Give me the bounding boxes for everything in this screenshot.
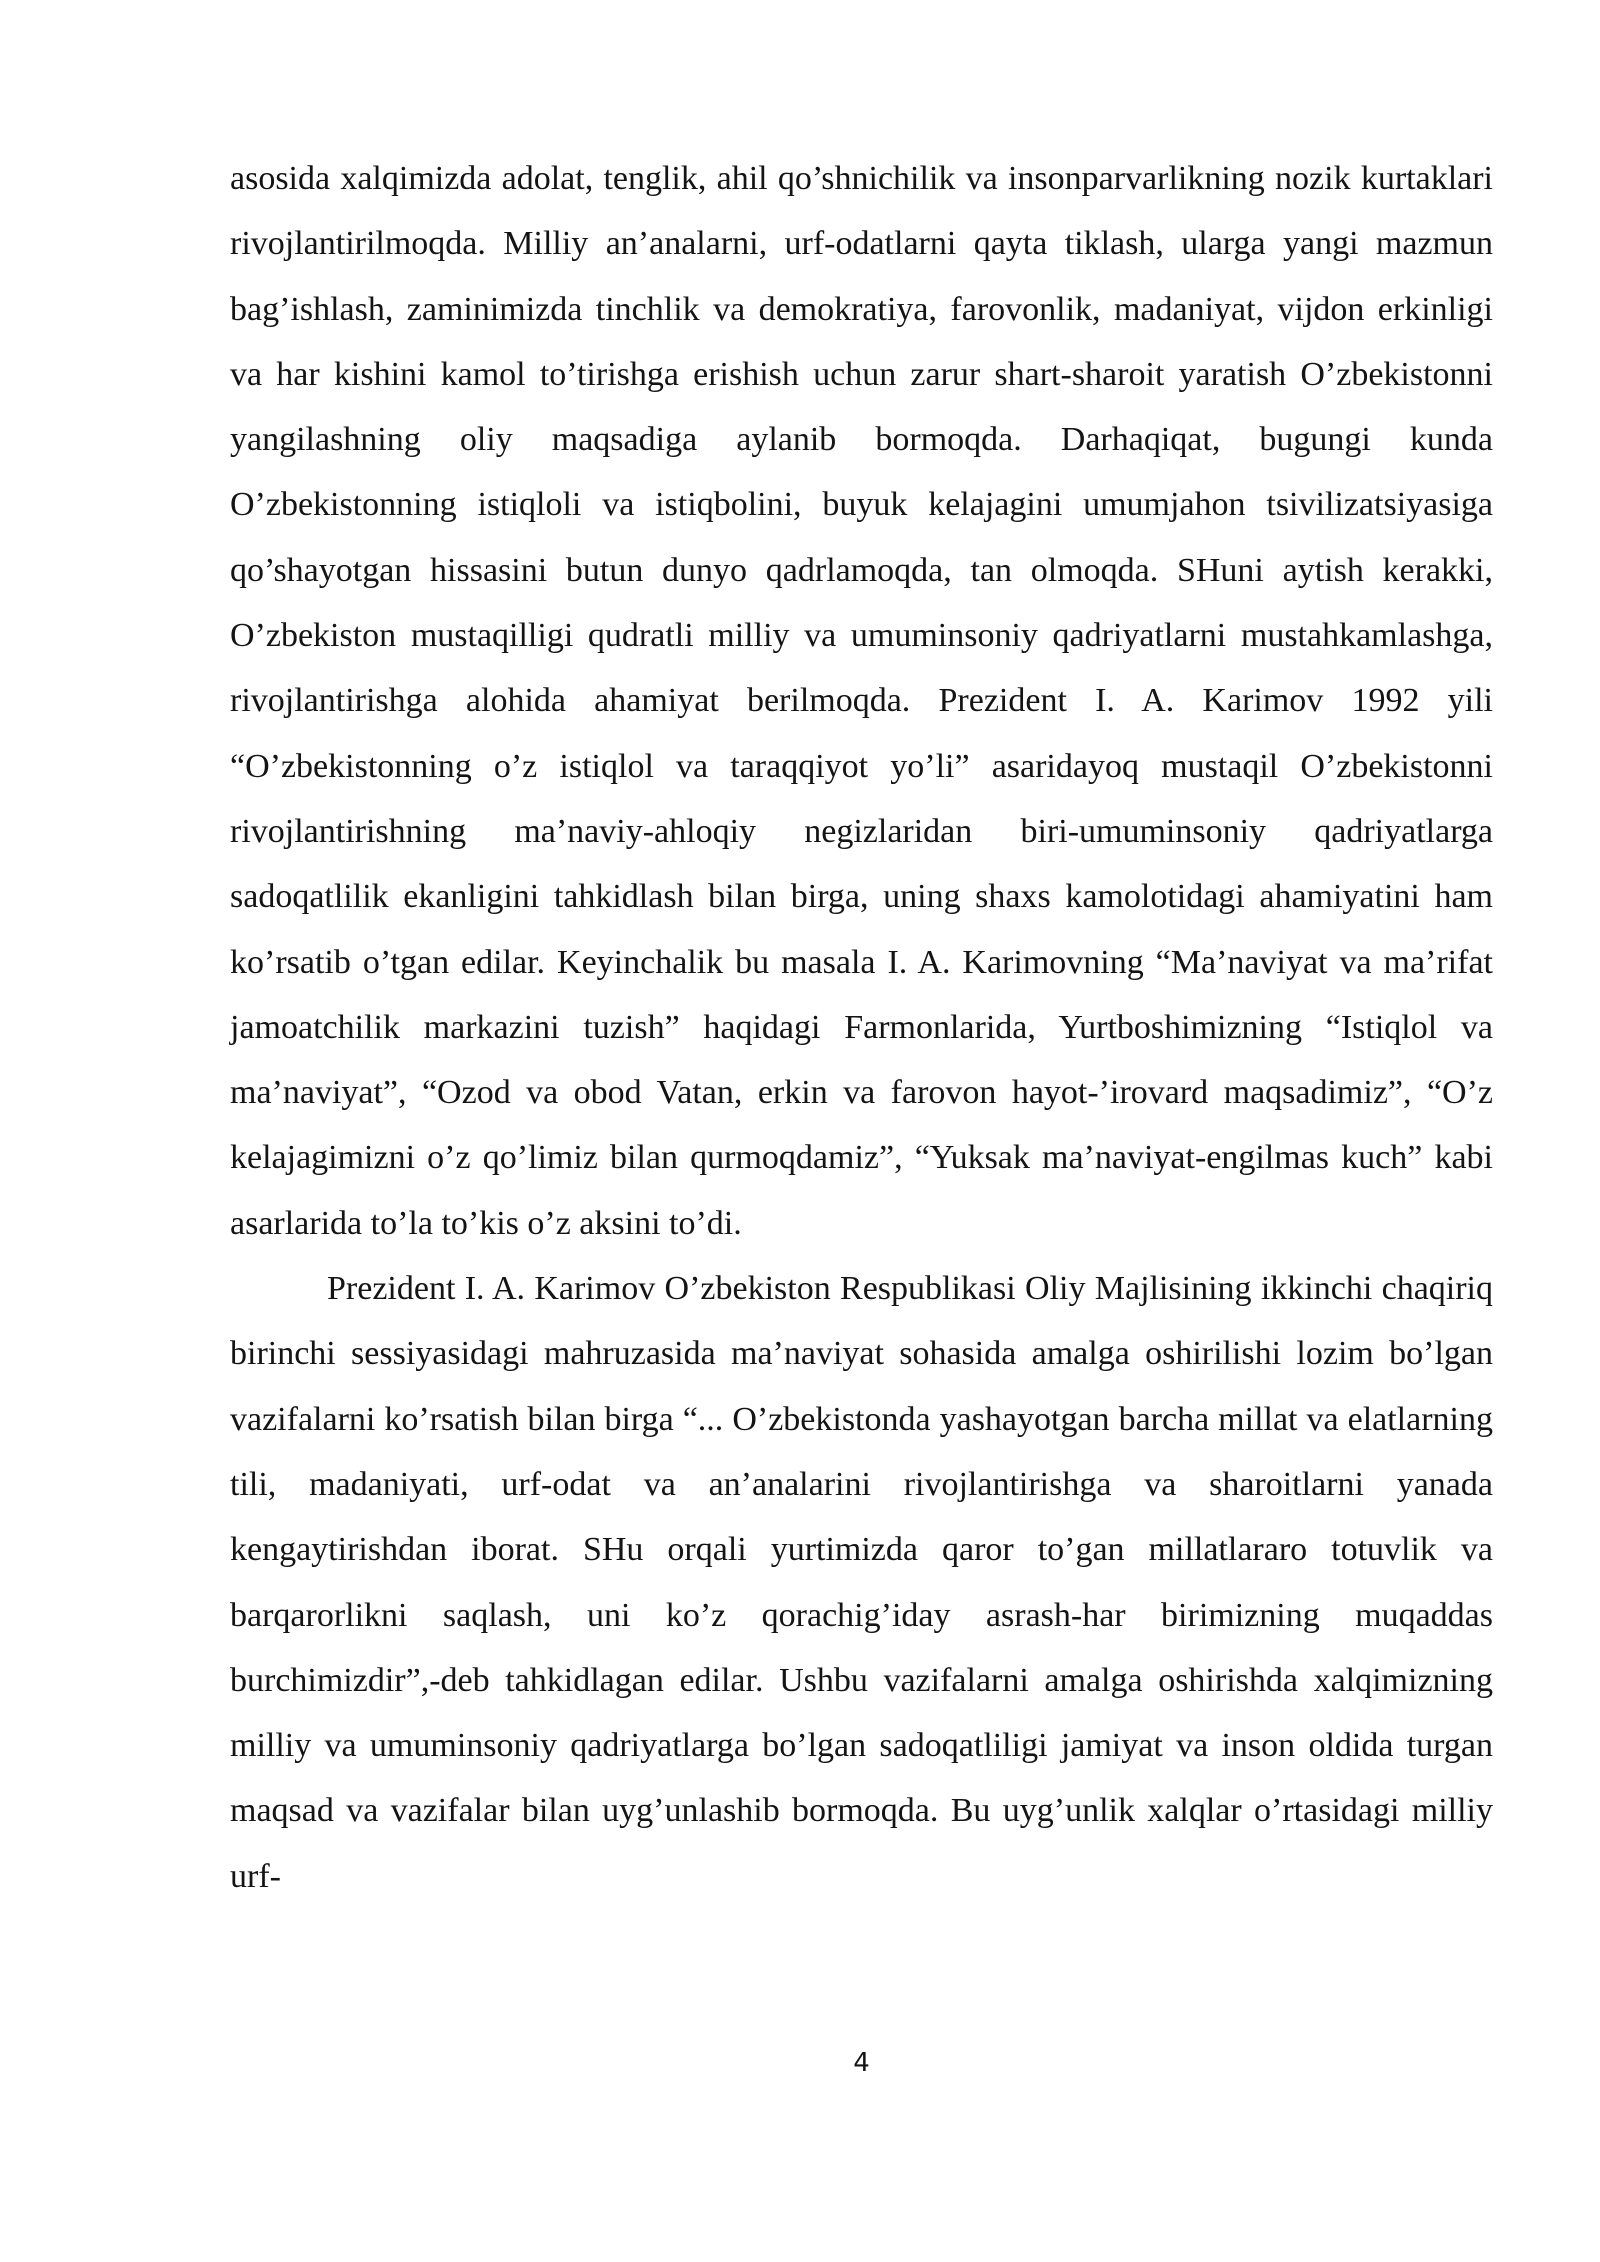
- paragraph-1: asosida xalqimizda adolat, tenglik, ahil qo’shnichilik va insonparvarlikning nozik kurtaklari rivojlantirilmoqda. Milliy an’analarni, urf-odatlarni qayta tiklash, ularga yangi mazmun bag’ishlash, zaminimizda tinchlik va demokratiya, farovonlik, madaniyat, vijdon erkinligi va har kishini kamol to’tirishga erishish uchun zarur shart-sharoit yaratish O’zbekistonni yangilashning oliy maqsadiga aylanib bormoqda. Darhaqiqat, bugungi kunda O’zbekistonning istiqloli va istiqbolini, buyuk kelajagini umumjahon tsivilizatsiyasiga qo’shayotgan hissasini butun dunyo qadrlamoqda, tan olmoqda. SHuni aytish kerakki, O’zbekiston mustaqilligi qudratli milliy va umuminsoniy qadriyatlarni mustahkamlashga, rivojlantirishga alohida ahamiyat berilmoqda. Prezident I. A. Karimov 1992 yili “O’zbekistonning o’z istiqlol va taraqqiyot yo’li” asaridayoq mustaqil O’zbekistonni rivojlantirishning ma’naviy-ahloqiy negizlaridan biri-umuminsoniy qadriyatlarga sadoqatlilik ekanligini tahkidlash bilan birga, uning shaxs kamolotidagi ahamiyatini ham ko’rsatib o’tgan edilar. Keyinchalik bu masala I. A. Karimovning “Ma’naviyat va ma’rifat jamoatchilik markazini tuzish” haqidagi Farmonlarida, Yurtboshimizning “Istiqlol va ma’naviyat”, “Ozod va obod Vatan, erkin va farovon hayot-’irovard maqsadimiz”, “O’z kelajagimizni o’z qo’limiz bilan qurmoqdamiz”, “Yuksak ma’naviyat-engilmas kuch” kabi asarlarida to’la to’kis o’z aksini to’di.: [230, 160, 1493, 1242]
- page-number: 4: [853, 2048, 870, 2078]
- paragraph-2: Prezident I. A. Karimov O’zbekiston Respublikasi Oliy Majlisining ikkinchi chaqiriq birinchi sessiyasidagi mahruzasida ma’naviyat sohasida amalga oshirilishi lozim bo’lgan vazifalarni ko’rsatish bilan birga “... O’zbekistonda yashayotgan barcha millat va elatlarning tili, madaniyati, urf-odat va an’analarini rivojlantirishga va sharoitlarni yanada kengaytirishdan iborat. SHu orqali yurtimizda qaror to’gan millatlararo totuvlik va barqarorlikni saqlash, uni ko’z qorachig’iday asrash-har birimizning muqaddas burchimizdir”,-deb tahkidlagan edilar. Ushbu vazifalarni amalga oshirishda xalqimizning milliy va umuminsoniy qadriyatlarga bo’lgan sadoqatliligi jamiyat va inson oldida turgan maqsad va vazifalar bilan uyg’unlashib bormoqda. Bu uyg’unlik xalqlar o’rtasidagi milliy urf-: [230, 1270, 1493, 1895]
- body-text: [230, 146, 1493, 1909]
